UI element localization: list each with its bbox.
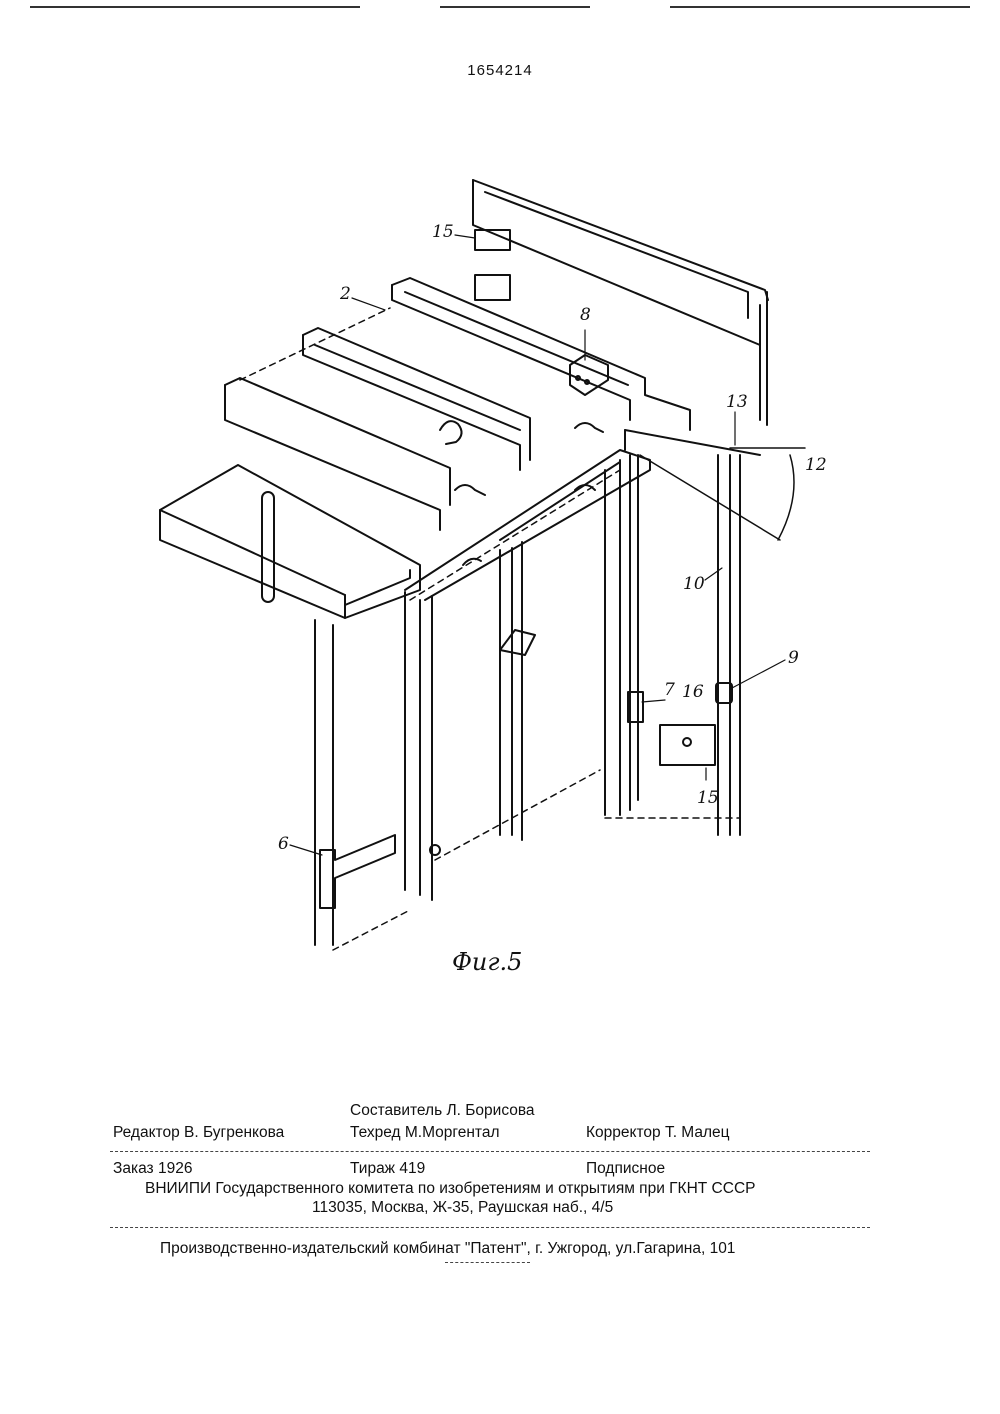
label-16: 16 <box>682 682 704 702</box>
clamp-15-top <box>475 230 510 300</box>
floor-slab <box>160 465 420 618</box>
publisher-line: Производственно-издательский комбинат "Патент", г. Ужгород, ул.Гагарина, 101 <box>160 1240 736 1257</box>
leader-lines <box>290 235 785 855</box>
divider-1 <box>110 1151 870 1152</box>
editor-line: Редактор В. Бугренкова <box>113 1124 285 1141</box>
label-2: 2 <box>340 284 351 304</box>
plate-16 <box>660 725 715 765</box>
publisher-underline <box>445 1262 530 1263</box>
bracket-6 <box>320 835 395 908</box>
address-line: 113035, Москва, Ж-35, Раушская наб., 4/5 <box>312 1199 614 1216</box>
label-12: 12 <box>805 455 827 475</box>
circulation-line: Тираж 419 <box>350 1160 426 1177</box>
order-line: Заказ 1926 <box>113 1160 193 1177</box>
label-15-top: 15 <box>432 222 454 242</box>
patent-number: 1654214 <box>467 62 533 79</box>
label-15-bottom: 15 <box>697 788 719 808</box>
figure-caption: Фиг.5 <box>452 948 523 976</box>
corrector-line: Корректор Т. Малец <box>586 1124 730 1141</box>
subscription-line: Подписное <box>586 1160 666 1177</box>
institute-line: ВНИИПИ Государственного комитета по изобретениям и открытиям при ГКНТ СССР <box>145 1180 756 1197</box>
divider-2 <box>110 1227 870 1228</box>
corridor-slab <box>405 430 760 600</box>
label-8: 8 <box>580 305 591 325</box>
label-10: 10 <box>683 574 705 594</box>
label-6: 6 <box>278 834 289 854</box>
techred-line: Техред М.Моргентал <box>350 1124 500 1141</box>
label-13: 13 <box>726 392 748 412</box>
back-wall-panel <box>473 180 768 425</box>
angle-12 <box>640 448 805 540</box>
columns <box>315 455 740 945</box>
label-9: 9 <box>788 648 799 668</box>
compiler-line: Составитель Л. Борисова <box>350 1102 535 1119</box>
mid-connector <box>430 630 535 855</box>
label-7: 7 <box>664 680 675 700</box>
